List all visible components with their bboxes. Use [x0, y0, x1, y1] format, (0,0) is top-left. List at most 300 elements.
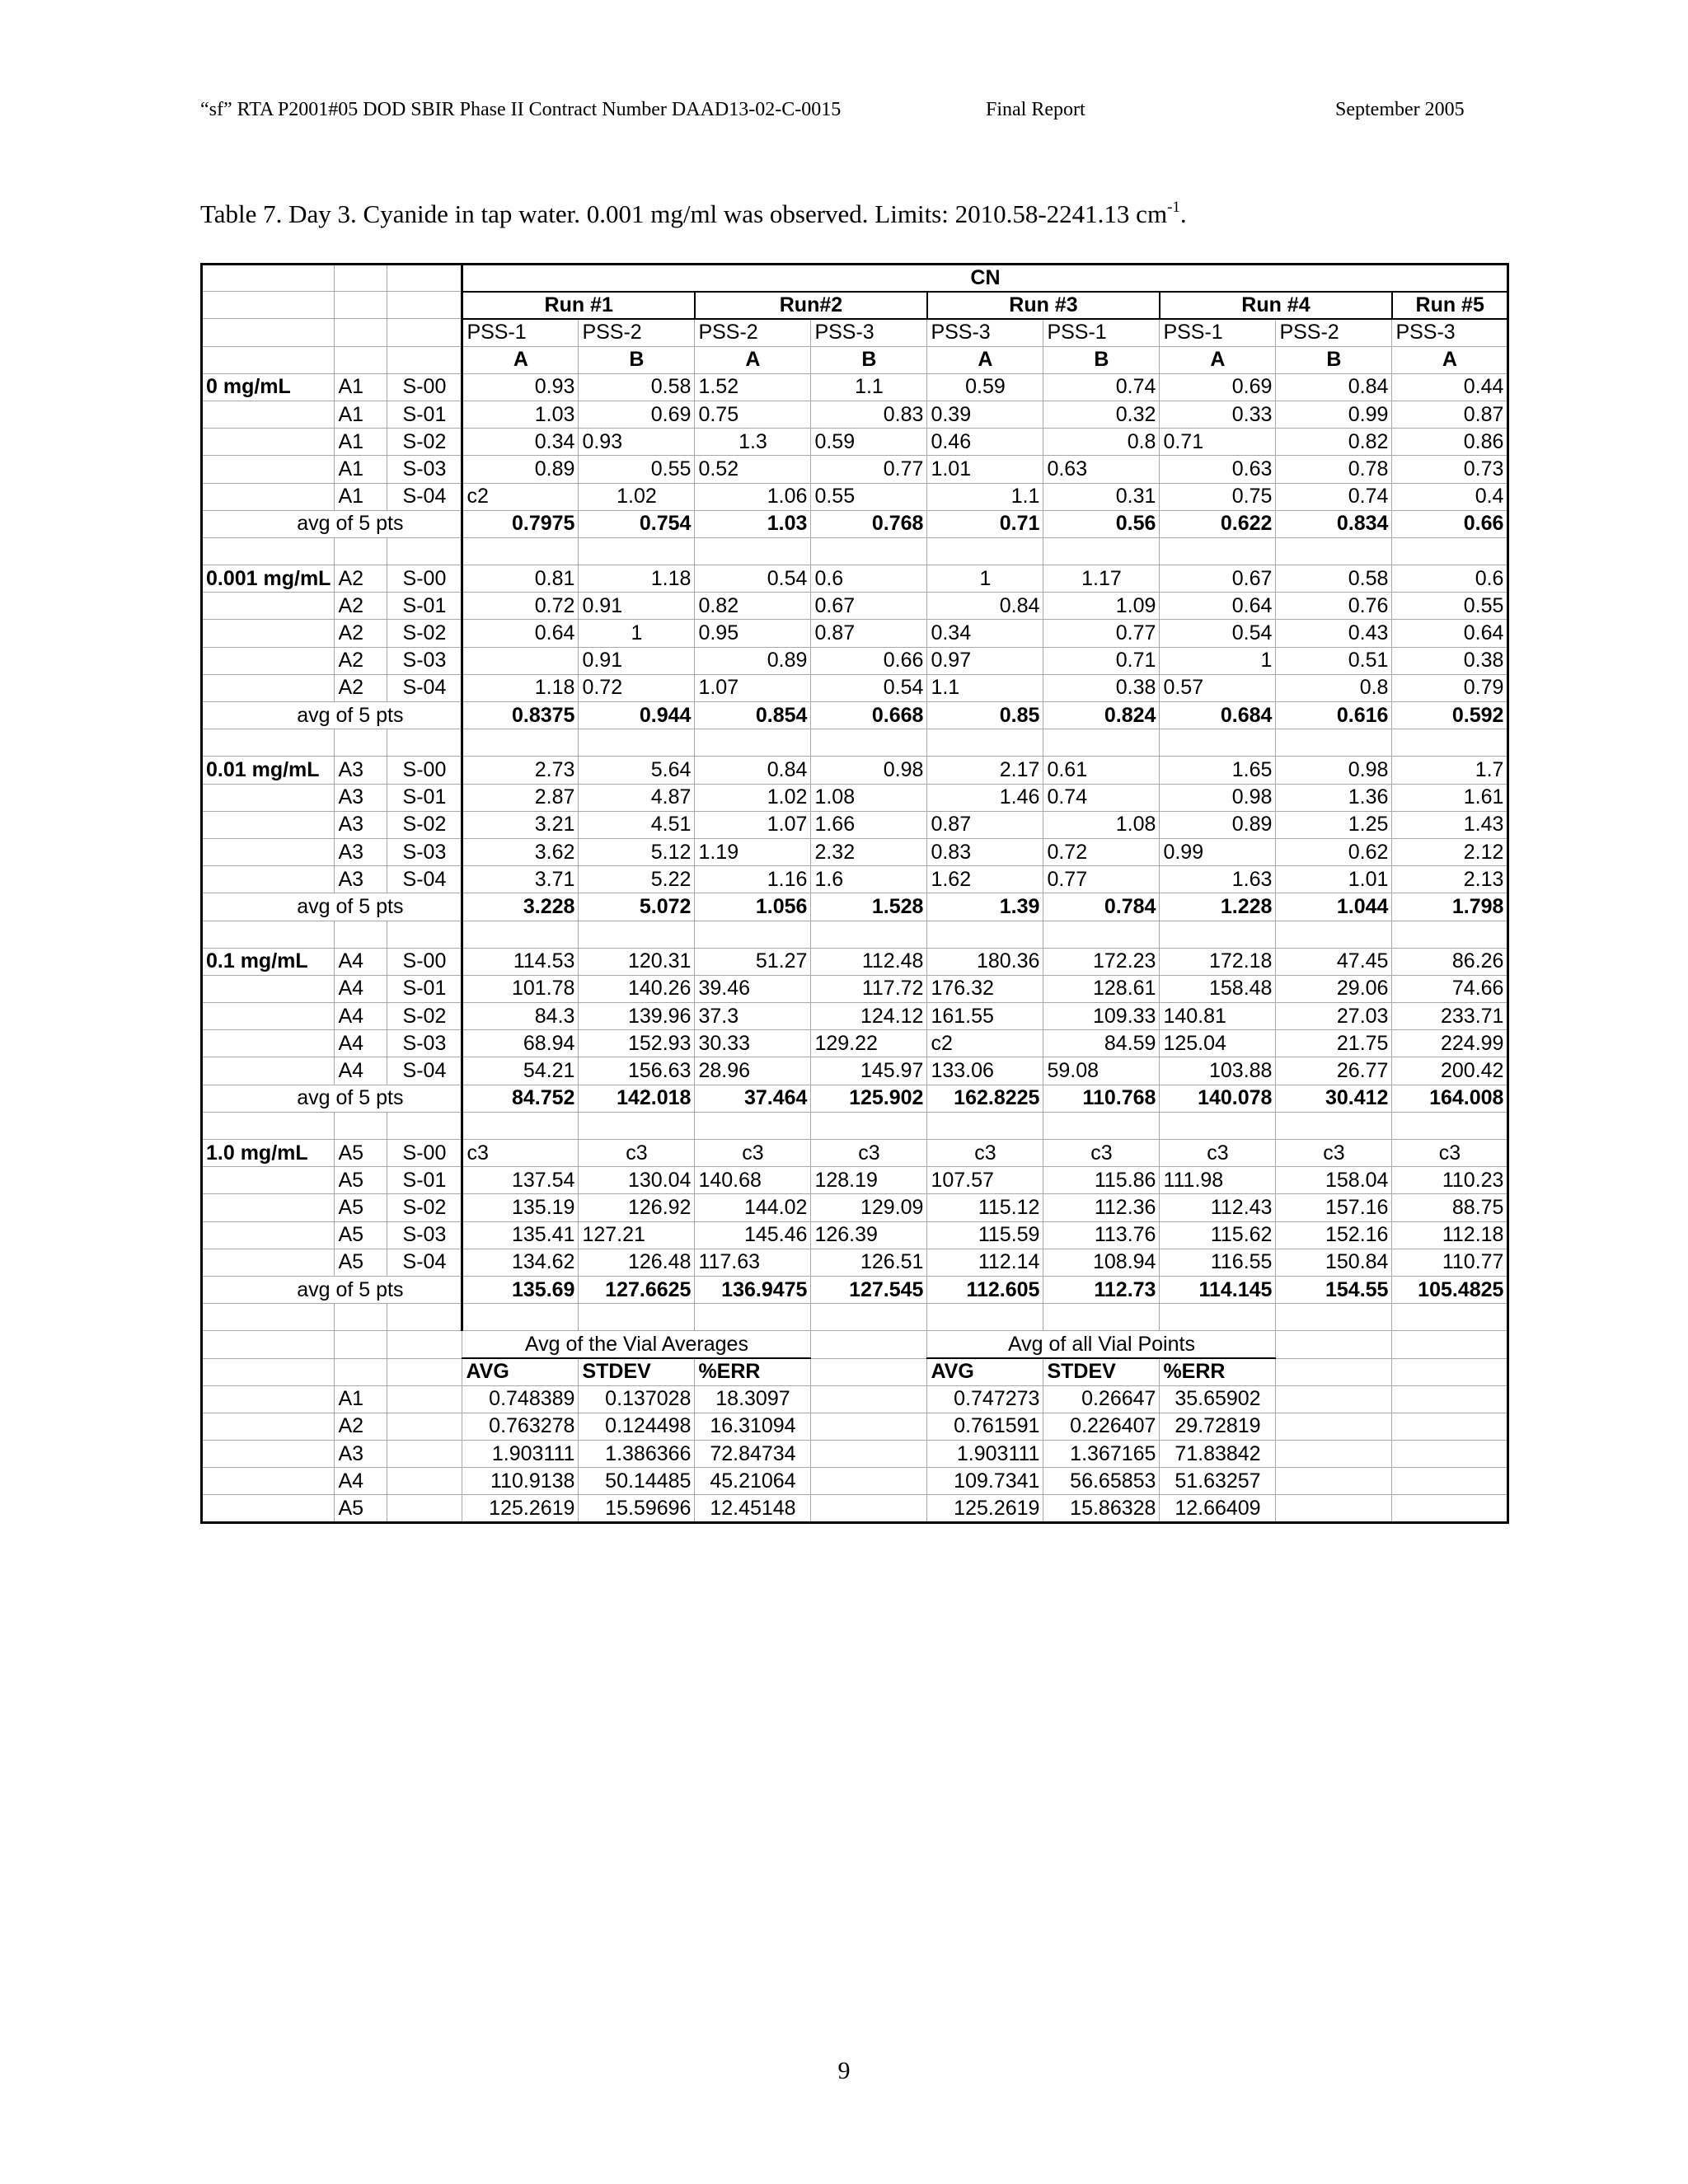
measurement-cell: 0.93 — [462, 373, 579, 401]
measurement-cell: 161.55 — [927, 1003, 1043, 1030]
average-cell: 142.018 — [579, 1085, 695, 1112]
vial-id: A5 — [335, 1140, 387, 1167]
vial-id: A5 — [335, 1167, 387, 1194]
measurement-cell: 115.59 — [927, 1221, 1043, 1249]
measurement-cell: c3 — [811, 1140, 927, 1167]
blank-cell — [1276, 537, 1392, 565]
measurement-cell: 140.26 — [579, 975, 695, 1002]
measurement-cell: 4.51 — [579, 811, 695, 838]
measurement-cell: 1.1 — [927, 674, 1043, 701]
measurement-cell: 128.61 — [1043, 975, 1160, 1002]
measurement-cell: 0.91 — [579, 593, 695, 620]
vial-id: A4 — [335, 1057, 387, 1085]
measurement-cell: 0.69 — [579, 401, 695, 428]
sample-id: S-04 — [387, 1057, 462, 1085]
measurement-cell: 0.79 — [1392, 674, 1508, 701]
measurement-cell: 0.75 — [1160, 483, 1276, 510]
pss-header: PSS-2 — [1276, 319, 1392, 346]
average-cell: 162.8225 — [927, 1085, 1043, 1112]
measurement-cell: 0.77 — [1043, 620, 1160, 647]
measurement-cell: 0.71 — [1043, 647, 1160, 674]
measurement-cell: 0.62 — [1276, 838, 1392, 865]
average-cell: 0.824 — [1043, 702, 1160, 729]
blank-cell — [1043, 537, 1160, 565]
sample-id: S-04 — [387, 866, 462, 893]
vial-average-stat: 0.124498 — [579, 1413, 695, 1440]
vial-average-stat: 125.2619 — [462, 1495, 579, 1522]
measurement-cell: 0.8 — [1276, 674, 1392, 701]
average-cell: 0.616 — [1276, 702, 1392, 729]
blank-cell — [462, 729, 579, 757]
measurement-cell: 0.89 — [695, 647, 811, 674]
average-cell: 0.684 — [1160, 702, 1276, 729]
measurement-cell: 0.74 — [1043, 784, 1160, 811]
measurement-cell: 110.77 — [1392, 1249, 1508, 1276]
measurement-cell: 117.72 — [811, 975, 927, 1002]
blank-cell — [335, 1304, 387, 1331]
header-title: “sf” RTA P2001#05 DOD SBIR Phase II Contract Number DAAD13-02-C-0015 — [200, 99, 842, 120]
measurement-cell: 139.96 — [579, 1003, 695, 1030]
measurement-cell: 0.83 — [927, 838, 1043, 865]
spacer-row — [202, 1112, 1508, 1139]
average-cell: 154.55 — [1276, 1276, 1392, 1303]
blank-cell — [202, 346, 335, 373]
measurement-cell: 0.69 — [1160, 373, 1276, 401]
blank-cell — [202, 1194, 335, 1221]
blank-cell — [335, 537, 387, 565]
run-header: Run #4 — [1160, 292, 1392, 319]
blank-cell — [1392, 1358, 1508, 1385]
average-cell: 127.6625 — [579, 1276, 695, 1303]
all-points-stat: 1.367165 — [1043, 1441, 1160, 1468]
vial-id: A2 — [335, 674, 387, 701]
average-cell: 0.622 — [1160, 510, 1276, 537]
table-caption — [200, 199, 1187, 229]
measurement-cell: 126.48 — [579, 1249, 695, 1276]
measurement-cell: 113.76 — [1043, 1221, 1160, 1249]
average-cell: 0.8375 — [462, 702, 579, 729]
measurement-cell: 128.19 — [811, 1167, 927, 1194]
stats-title-row — [202, 1331, 1508, 1358]
measurement-cell: 0.89 — [462, 456, 579, 483]
all-points-stat: 0.747273 — [927, 1385, 1043, 1413]
measurement-cell: c3 — [927, 1140, 1043, 1167]
measurement-cell: 0.33 — [1160, 401, 1276, 428]
blank-cell — [202, 1003, 335, 1030]
measurement-cell: 115.62 — [1160, 1221, 1276, 1249]
blank-cell — [1276, 921, 1392, 948]
blank-cell — [202, 292, 335, 319]
measurement-cell: 2.17 — [927, 757, 1043, 784]
measurement-cell: 233.71 — [1392, 1003, 1508, 1030]
blank-cell — [335, 346, 387, 373]
sample-id: S-02 — [387, 429, 462, 456]
measurement-cell: 1.61 — [1392, 784, 1508, 811]
measurement-cell: 47.45 — [1276, 948, 1392, 975]
average-row — [202, 893, 1508, 921]
blank-cell — [811, 1385, 927, 1413]
blank-cell — [202, 1030, 335, 1057]
side-header: B — [579, 346, 695, 373]
measurement-cell: 0.67 — [811, 593, 927, 620]
vial-id: A5 — [335, 1221, 387, 1249]
measurement-cell: 137.54 — [462, 1167, 579, 1194]
all-points-stat: 1.903111 — [927, 1441, 1043, 1468]
blank-cell — [1392, 1304, 1508, 1331]
blank-cell — [387, 1331, 462, 1358]
measurement-cell: 112.18 — [1392, 1221, 1508, 1249]
measurement-cell: 0.67 — [1160, 565, 1276, 593]
sample-id: S-02 — [387, 620, 462, 647]
blank-cell — [695, 729, 811, 757]
measurement-cell: 0.63 — [1043, 456, 1160, 483]
measurement-cell: 156.63 — [579, 1057, 695, 1085]
measurement-cell: 5.12 — [579, 838, 695, 865]
vial-id: A2 — [335, 593, 387, 620]
table-row — [202, 483, 1508, 510]
vial-averages-title: Avg of the Vial Averages — [462, 1331, 811, 1358]
measurement-cell: 0.46 — [927, 429, 1043, 456]
measurement-cell: 0.72 — [462, 593, 579, 620]
vial-id: A3 — [335, 866, 387, 893]
table-row — [202, 1249, 1508, 1276]
average-label: avg of 5 pts — [202, 1085, 462, 1112]
vial-average-stat: 1.903111 — [462, 1441, 579, 1468]
measurement-cell: 0.99 — [1276, 401, 1392, 428]
sample-id: S-03 — [387, 838, 462, 865]
measurement-cell: c3 — [1392, 1140, 1508, 1167]
blank-cell — [1043, 921, 1160, 948]
average-cell: 0.7975 — [462, 510, 579, 537]
average-cell: 84.752 — [462, 1085, 579, 1112]
average-cell: 0.668 — [811, 702, 927, 729]
vial-id: A1 — [335, 401, 387, 428]
sample-id: S-04 — [387, 1249, 462, 1276]
measurement-cell: 3.62 — [462, 838, 579, 865]
blank-cell — [387, 346, 462, 373]
blank-cell — [202, 1413, 335, 1440]
blank-cell — [927, 921, 1043, 948]
sample-id: S-01 — [387, 975, 462, 1002]
vial-average-stat: 1.386366 — [579, 1441, 695, 1468]
measurement-cell: 1.07 — [695, 811, 811, 838]
measurement-cell: 134.62 — [462, 1249, 579, 1276]
measurement-cell: 2.12 — [1392, 838, 1508, 865]
measurement-cell: 1.62 — [927, 866, 1043, 893]
run-header-row — [202, 292, 1508, 319]
sample-id: S-00 — [387, 757, 462, 784]
average-cell: 0.754 — [579, 510, 695, 537]
pss-header: PSS-3 — [1392, 319, 1508, 346]
sample-id: S-01 — [387, 593, 462, 620]
blank-cell — [695, 1112, 811, 1139]
measurement-cell: 1.6 — [811, 866, 927, 893]
measurement-cell: 0.74 — [1043, 373, 1160, 401]
measurement-cell: 0.52 — [695, 456, 811, 483]
side-header: A — [1160, 346, 1276, 373]
table-row — [202, 1194, 1508, 1221]
vial-id: A1 — [335, 1385, 387, 1413]
measurement-cell: 1.1 — [927, 483, 1043, 510]
caption-suffix: . — [1179, 199, 1187, 228]
measurement-cell: 101.78 — [462, 975, 579, 1002]
measurement-cell: 1.36 — [1276, 784, 1392, 811]
all-points-stat: 35.65902 — [1160, 1385, 1276, 1413]
blank-cell — [579, 1304, 695, 1331]
table-row — [202, 674, 1508, 701]
measurement-cell: 0.83 — [811, 401, 927, 428]
measurement-cell: c3 — [1043, 1140, 1160, 1167]
vial-id: A2 — [335, 565, 387, 593]
average-cell: 114.145 — [1160, 1276, 1276, 1303]
measurement-cell: 86.26 — [1392, 948, 1508, 975]
measurement-cell: 109.33 — [1043, 1003, 1160, 1030]
measurement-cell: 0.93 — [579, 429, 695, 456]
vial-average-stat: 110.9138 — [462, 1468, 579, 1495]
measurement-cell: c3 — [1276, 1140, 1392, 1167]
blank-cell — [1043, 1304, 1160, 1331]
run-header: Run #1 — [462, 292, 695, 319]
average-cell: 0.85 — [927, 702, 1043, 729]
measurement-cell: 51.27 — [695, 948, 811, 975]
blank-cell — [387, 292, 462, 319]
blank-cell — [202, 921, 335, 948]
measurement-cell: 74.66 — [1392, 975, 1508, 1002]
measurement-cell: c3 — [1160, 1140, 1276, 1167]
blank-cell — [462, 1304, 579, 1331]
blank-cell — [202, 537, 335, 565]
stats-row — [202, 1468, 1508, 1495]
all-points-stat: 29.72819 — [1160, 1413, 1276, 1440]
measurement-cell: 224.99 — [1392, 1030, 1508, 1057]
measurement-cell: 129.09 — [811, 1194, 927, 1221]
measurement-cell: 140.68 — [695, 1167, 811, 1194]
measurement-cell: 26.77 — [1276, 1057, 1392, 1085]
all-points-stat: 125.2619 — [927, 1495, 1043, 1522]
blank-cell — [927, 1112, 1043, 1139]
blank-cell — [335, 1331, 387, 1358]
average-cell: 3.228 — [462, 893, 579, 921]
measurement-cell: 0.82 — [695, 593, 811, 620]
measurement-cell: 200.42 — [1392, 1057, 1508, 1085]
measurement-cell: 145.97 — [811, 1057, 927, 1085]
measurement-cell: 1.18 — [462, 674, 579, 701]
measurement-cell: 0.57 — [1160, 674, 1276, 701]
blank-cell — [387, 537, 462, 565]
concentration-label: 0.1 mg/mL — [202, 948, 335, 975]
measurement-cell: 0.71 — [1160, 429, 1276, 456]
blank-cell — [927, 729, 1043, 757]
blank-cell — [811, 1331, 927, 1358]
vial-average-stat: 72.84734 — [695, 1441, 811, 1468]
sample-id: S-04 — [387, 483, 462, 510]
blank-cell — [202, 319, 335, 346]
blank-cell — [811, 921, 927, 948]
vial-average-stat: 0.748389 — [462, 1385, 579, 1413]
measurement-cell: 0.39 — [927, 401, 1043, 428]
measurement-cell: 0.98 — [1276, 757, 1392, 784]
measurement-cell: c2 — [462, 483, 579, 510]
blank-cell — [335, 1358, 387, 1385]
blank-cell — [462, 1112, 579, 1139]
side-header: A — [1392, 346, 1508, 373]
measurement-cell: 133.06 — [927, 1057, 1043, 1085]
measurement-cell: 0.99 — [1160, 838, 1276, 865]
blank-cell — [1160, 537, 1276, 565]
measurement-cell: 5.22 — [579, 866, 695, 893]
blank-cell — [202, 1112, 335, 1139]
measurement-cell: 28.96 — [695, 1057, 811, 1085]
blank-cell — [811, 1358, 927, 1385]
vial-id: A1 — [335, 429, 387, 456]
sample-id: S-00 — [387, 373, 462, 401]
measurement-cell: 54.21 — [462, 1057, 579, 1085]
vial-average-stat: 18.3097 — [695, 1385, 811, 1413]
average-row — [202, 1085, 1508, 1112]
measurement-cell: 1.08 — [1043, 811, 1160, 838]
blank-cell — [202, 1057, 335, 1085]
side-header: A — [695, 346, 811, 373]
vial-id: A1 — [335, 456, 387, 483]
measurement-cell: 0.95 — [695, 620, 811, 647]
measurement-cell: 1.19 — [695, 838, 811, 865]
blank-cell — [695, 537, 811, 565]
stats-header-row — [202, 1358, 1508, 1385]
blank-cell — [1276, 1495, 1392, 1522]
average-cell: 135.69 — [462, 1276, 579, 1303]
sample-id: S-01 — [387, 401, 462, 428]
average-cell: 127.545 — [811, 1276, 927, 1303]
average-label: avg of 5 pts — [202, 1276, 462, 1303]
blank-cell — [1043, 729, 1160, 757]
table-row — [202, 429, 1508, 456]
side-header: A — [462, 346, 579, 373]
all-points-stat: 0.761591 — [927, 1413, 1043, 1440]
blank-cell — [202, 429, 335, 456]
blank-cell — [202, 1221, 335, 1249]
blank-cell — [202, 784, 335, 811]
blank-cell — [202, 593, 335, 620]
average-cell: 1.056 — [695, 893, 811, 921]
table-row — [202, 401, 1508, 428]
concentration-label: 0 mg/mL — [202, 373, 335, 401]
vial-average-stat: 15.59696 — [579, 1495, 695, 1522]
measurement-cell: 0.31 — [1043, 483, 1160, 510]
measurement-cell: 4.87 — [579, 784, 695, 811]
blank-cell — [579, 537, 695, 565]
blank-cell — [1392, 1331, 1508, 1358]
measurement-cell: 116.55 — [1160, 1249, 1276, 1276]
measurement-cell: 1.52 — [695, 373, 811, 401]
average-cell: 140.078 — [1160, 1085, 1276, 1112]
average-cell: 1.228 — [1160, 893, 1276, 921]
measurement-cell: 103.88 — [1160, 1057, 1276, 1085]
caption-superscript: -1 — [1167, 198, 1180, 216]
stats-column-header: STDEV — [579, 1358, 695, 1385]
table-row — [202, 373, 1508, 401]
measurement-cell: 126.92 — [579, 1194, 695, 1221]
measurement-cell: 21.75 — [1276, 1030, 1392, 1057]
measurement-cell: 0.91 — [579, 647, 695, 674]
average-cell: 5.072 — [579, 893, 695, 921]
pss-header: PSS-1 — [1160, 319, 1276, 346]
measurement-cell: 0.6 — [811, 565, 927, 593]
measurement-cell: 115.12 — [927, 1194, 1043, 1221]
measurement-cell: 0.89 — [1160, 811, 1276, 838]
measurement-cell: 112.14 — [927, 1249, 1043, 1276]
measurement-cell: 1.07 — [695, 674, 811, 701]
blank-cell — [202, 483, 335, 510]
blank-cell — [387, 1112, 462, 1139]
blank-cell — [202, 1331, 335, 1358]
concentration-label: 1.0 mg/mL — [202, 1140, 335, 1167]
measurement-cell: 140.81 — [1160, 1003, 1276, 1030]
measurement-cell: 0.64 — [462, 620, 579, 647]
measurement-cell: 150.84 — [1276, 1249, 1392, 1276]
measurement-cell: 1.7 — [1392, 757, 1508, 784]
sample-id: S-02 — [387, 811, 462, 838]
sample-id: S-00 — [387, 1140, 462, 1167]
measurement-cell: 30.33 — [695, 1030, 811, 1057]
run-header: Run#2 — [695, 292, 927, 319]
vial-average-stat: 0.137028 — [579, 1385, 695, 1413]
measurement-cell: 0.8 — [1043, 429, 1160, 456]
blank-cell — [202, 1441, 335, 1468]
blank-cell — [387, 1358, 462, 1385]
measurement-cell: 0.54 — [695, 565, 811, 593]
measurement-cell: 135.41 — [462, 1221, 579, 1249]
blank-cell — [579, 921, 695, 948]
measurement-cell: 0.97 — [927, 647, 1043, 674]
blank-cell — [1392, 921, 1508, 948]
header-report-type: Final Report — [986, 99, 1085, 120]
blank-cell — [202, 1495, 335, 1522]
measurement-cell: 0.58 — [579, 373, 695, 401]
measurement-cell: c3 — [462, 1140, 579, 1167]
blank-cell — [1276, 1331, 1392, 1358]
table-body — [202, 265, 1508, 1523]
vial-id: A4 — [335, 1030, 387, 1057]
pss-header: PSS-2 — [695, 319, 811, 346]
stats-row — [202, 1413, 1508, 1440]
measurement-cell: 1.09 — [1043, 593, 1160, 620]
measurement-cell: 115.86 — [1043, 1167, 1160, 1194]
side-header: B — [1043, 346, 1160, 373]
concentration-label: 0.001 mg/mL — [202, 565, 335, 593]
vial-id: A4 — [335, 948, 387, 975]
spacer-row — [202, 537, 1508, 565]
average-label: avg of 5 pts — [202, 510, 462, 537]
stats-row — [202, 1441, 1508, 1468]
blank-cell — [1160, 729, 1276, 757]
average-cell: 30.412 — [1276, 1085, 1392, 1112]
table-row — [202, 593, 1508, 620]
measurement-cell: 0.82 — [1276, 429, 1392, 456]
average-cell: 1.044 — [1276, 893, 1392, 921]
blank-cell — [1276, 1468, 1392, 1495]
vial-id: A1 — [335, 373, 387, 401]
measurement-cell: 0.54 — [1160, 620, 1276, 647]
measurement-cell: 0.55 — [811, 483, 927, 510]
measurement-cell: 3.71 — [462, 866, 579, 893]
all-points-stat: 0.226407 — [1043, 1413, 1160, 1440]
spacer-row — [202, 1304, 1508, 1331]
run-header: Run #5 — [1392, 292, 1508, 319]
vial-average-stat: 12.45148 — [695, 1495, 811, 1522]
all-points-title: Avg of all Vial Points — [927, 1331, 1276, 1358]
stats-column-header: %ERR — [1160, 1358, 1276, 1385]
measurement-cell: 88.75 — [1392, 1194, 1508, 1221]
